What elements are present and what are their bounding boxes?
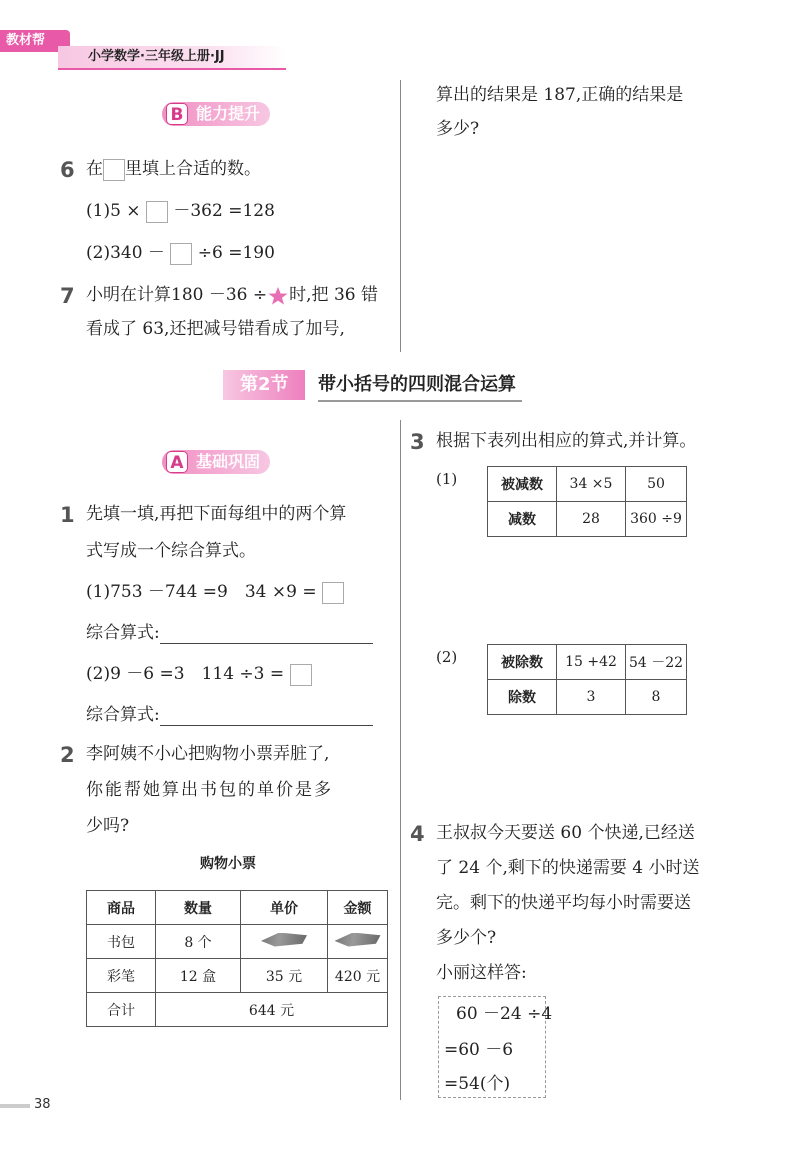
q3-table2-cell: 被除数 (488, 645, 557, 680)
q4-line3: 完。剩下的快递平均每小时需要送 (436, 893, 691, 913)
section-b-label: 能力提升 (196, 104, 261, 123)
receipt-total-row (87, 993, 388, 1027)
receipt-cell: 35 元 (241, 959, 328, 993)
receipt-cell: 12 盒 (156, 959, 241, 993)
smudge-mark (261, 933, 307, 947)
q3-prompt: 根据下表列出相应的算式,并计算。 (436, 431, 697, 451)
book-title: 小学数学·三年级上册·JJ (58, 46, 286, 68)
receipt-table (86, 890, 388, 1027)
q3-table2-cell: 54 －22 (626, 645, 687, 680)
q7-line4: 多少? (436, 119, 480, 139)
q1-line2: 式写成一个综合算式。 (86, 541, 256, 561)
q6-number: 6 (60, 158, 75, 182)
receipt-header-cell: 单价 (241, 891, 328, 925)
q3-table2-cell: 除数 (488, 680, 557, 715)
q6-part2-b: ÷6 =190 (197, 243, 275, 263)
q3-table1-cell: 28 (557, 502, 626, 537)
section2-title: 带小括号的四则混合运算 (318, 372, 522, 402)
q7-line2: 看成了 63,还把减号错看成了加号, (86, 319, 345, 339)
q3-table1-cell: 34 ×5 (557, 467, 626, 502)
q3-table2-row (488, 645, 687, 680)
q6-part2 (86, 242, 275, 265)
footer-bar (0, 1104, 30, 1108)
receipt-title: 购物小票 (200, 856, 256, 872)
q3-table2 (487, 644, 687, 715)
q3-table2-cell: 3 (557, 680, 626, 715)
q1-combined1 (86, 622, 373, 644)
q6-part2-box[interactable] (170, 243, 192, 265)
q1-combined1-line[interactable] (160, 623, 373, 644)
section2-tag: 第2节 (240, 374, 289, 395)
column-divider-bottom (400, 420, 401, 1100)
q2-number: 2 (60, 743, 75, 767)
section-a-label: 基础巩固 (196, 452, 261, 471)
q3-table1-cell: 50 (626, 467, 687, 502)
q3-table2-row (488, 680, 687, 715)
column-divider-top (400, 80, 401, 352)
q6-part1 (86, 200, 275, 223)
receipt-cell: 420 元 (328, 959, 388, 993)
smudge-mark (335, 933, 381, 947)
q6-example-box (103, 159, 125, 181)
q2-line2: 你能帮她算出书包的单价是多 (86, 780, 333, 800)
q7-number: 7 (60, 284, 75, 308)
q3-table2-cell: 15 +42 (557, 645, 626, 680)
receipt-header-cell: 金额 (328, 891, 388, 925)
q1-part2-box[interactable] (290, 664, 312, 686)
receipt-total-label: 合计 (87, 993, 156, 1027)
q4-line4: 多少个? (436, 928, 497, 948)
q7-line1 (86, 284, 378, 306)
q6-part1-box[interactable] (146, 201, 168, 223)
receipt-header-cell: 商品 (87, 891, 156, 925)
q7-line1-a: 小明在计算180 －36 ÷ (86, 285, 268, 305)
q3-table1-cell: 被减数 (488, 467, 557, 502)
q7-line3: 算出的结果是 187,正确的结果是 (436, 85, 684, 105)
q4-line2: 了 24 个,剩下的快递需要 4 小时送 (436, 858, 700, 878)
q1-number: 1 (60, 503, 75, 527)
receipt-total-value: 644 元 (156, 993, 388, 1027)
q3-table1-label: (1) (436, 470, 458, 488)
q1-part1 (86, 581, 344, 604)
q6-part1-a: (1)5 × (86, 201, 141, 221)
q6-prompt (86, 158, 261, 181)
q6-prompt-a: 在 (86, 159, 103, 179)
answer-line2: =60 －6 (444, 1040, 514, 1060)
receipt-header-row (87, 891, 388, 925)
q4-number: 4 (410, 822, 425, 846)
section-b-badge (162, 102, 270, 126)
receipt-cell: 彩笔 (87, 959, 156, 993)
q1-combined2-line[interactable] (160, 705, 373, 726)
header-rule (58, 68, 286, 70)
q4-line5: 小丽这样答: (436, 963, 527, 983)
q1-combined2-label: 综合算式: (86, 705, 160, 725)
q1-part1-text: (1)753 －744 =9 34 ×9 = (86, 582, 317, 602)
q3-table2-label: (2) (436, 648, 458, 666)
q3-table1-row (488, 502, 687, 537)
page-number: 38 (34, 1097, 51, 1112)
q1-part2 (86, 663, 312, 686)
section-a-letter: A (166, 451, 188, 473)
q6-prompt-b: 里填上合适的数。 (125, 159, 261, 179)
q1-combined2 (86, 704, 373, 726)
answer-line3: =54(个) (444, 1074, 511, 1094)
q7-line1-b: 时,把 36 错 (289, 285, 378, 305)
q2-line3: 少吗? (86, 816, 130, 836)
answer-line1: 60 －24 ÷4 (456, 1004, 553, 1024)
receipt-header-cell: 数量 (156, 891, 241, 925)
q3-table1-row (488, 467, 687, 502)
brand-tag: 教材帮 (0, 30, 70, 52)
q3-table1-cell: 减数 (488, 502, 557, 537)
q1-combined1-label: 综合算式: (86, 623, 160, 643)
receipt-cell-smudged (328, 925, 388, 959)
q1-part1-box[interactable] (322, 582, 344, 604)
q3-table2-cell: 8 (626, 680, 687, 715)
q6-part2-a: (2)340 － (86, 243, 165, 263)
section-a-badge (162, 450, 270, 474)
q2-line1: 李阿姨不小心把购物小票弄脏了, (86, 744, 330, 764)
q6-part1-b: －362 =128 (173, 201, 275, 221)
receipt-cell-smudged (241, 925, 328, 959)
q4-line1: 王叔叔今天要送 60 个快递,已经送 (436, 823, 695, 843)
q3-table1 (487, 466, 687, 537)
receipt-row (87, 925, 388, 959)
star-icon (267, 286, 289, 306)
q1-part2-text: (2)9 －6 =3 114 ÷3 = (86, 664, 285, 684)
receipt-cell: 8 个 (156, 925, 241, 959)
section-b-letter: B (166, 103, 188, 125)
q3-number: 3 (410, 430, 425, 454)
receipt-cell: 书包 (87, 925, 156, 959)
q1-line1: 先填一填,再把下面每组中的两个算 (86, 504, 347, 524)
receipt-row (87, 959, 388, 993)
q3-table1-cell: 360 ÷9 (626, 502, 687, 537)
